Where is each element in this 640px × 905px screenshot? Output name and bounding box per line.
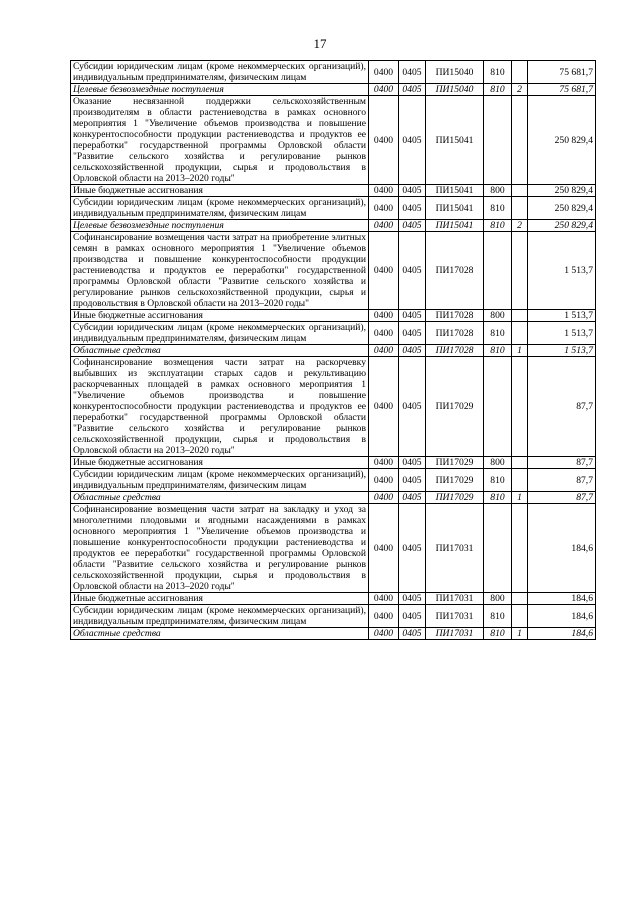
amount-cell: 184,6 <box>528 504 596 593</box>
section-code-cell: 0400 <box>369 185 399 197</box>
amount-cell: 87,7 <box>528 357 596 457</box>
target-article-cell: ПИ17029 <box>426 357 484 457</box>
table-row <box>71 593 596 605</box>
expense-name-cell: Иные бюджетные ассигнования <box>71 457 369 469</box>
subsection-code-cell: 0405 <box>399 504 426 593</box>
target-article-cell: ПИ17029 <box>426 469 484 492</box>
section-code-cell: 0400 <box>369 220 399 232</box>
section-code-cell: 0400 <box>369 457 399 469</box>
table-row <box>71 310 596 322</box>
table-row <box>71 357 596 457</box>
expense-type-cell: 810 <box>484 220 512 232</box>
funding-source-cell <box>512 504 528 593</box>
funding-source-cell <box>512 96 528 185</box>
expense-name-cell: Софинансирование возмещения части затрат на приобретение элитных семян в рамках основного мероприятия 1 "Увеличение объемов производства и повышение конкурентоспособности продукции растениеводства и продуктов ее переработки" государственной программы Орловской области "Развитие сельского хозяйства и регулирование рынков сельскохозяйственной продукции, сырья и продовольствия в Орловской области на 2013–2020 годы" <box>71 232 369 310</box>
expense-type-cell: 800 <box>484 593 512 605</box>
amount-cell: 87,7 <box>528 492 596 504</box>
subsection-code-cell: 0405 <box>399 220 426 232</box>
funding-source-cell <box>512 310 528 322</box>
expense-type-cell: 810 <box>484 322 512 345</box>
expense-type-cell: 810 <box>484 345 512 357</box>
section-code-cell: 0400 <box>369 628 399 640</box>
expense-type-cell <box>484 96 512 185</box>
amount-cell: 1 513,7 <box>528 322 596 345</box>
funding-source-cell: 1 <box>512 345 528 357</box>
expense-type-cell <box>484 504 512 593</box>
expense-type-cell: 810 <box>484 605 512 628</box>
funding-source-cell <box>512 469 528 492</box>
table-row <box>71 220 596 232</box>
target-article-cell: ПИ15040 <box>426 61 484 84</box>
section-code-cell: 0400 <box>369 322 399 345</box>
funding-source-cell <box>512 593 528 605</box>
expense-type-cell: 810 <box>484 197 512 220</box>
subsection-code-cell: 0405 <box>399 185 426 197</box>
target-article-cell: ПИ15040 <box>426 84 484 96</box>
funding-source-cell: 1 <box>512 628 528 640</box>
funding-source-cell <box>512 605 528 628</box>
target-article-cell: ПИ15041 <box>426 197 484 220</box>
target-article-cell: ПИ17029 <box>426 457 484 469</box>
section-code-cell: 0400 <box>369 469 399 492</box>
expense-name-cell: Субсидии юридическим лицам (кроме некоммерческих организаций), индивидуальным предпринимателям, физическим лицам <box>71 197 369 220</box>
target-article-cell: ПИ17031 <box>426 605 484 628</box>
funding-source-cell: 2 <box>512 220 528 232</box>
expense-name-cell: Иные бюджетные ассигнования <box>71 310 369 322</box>
funding-source-cell <box>512 61 528 84</box>
funding-source-cell <box>512 357 528 457</box>
amount-cell: 1 513,7 <box>528 310 596 322</box>
table-row <box>71 84 596 96</box>
expense-name-cell: Иные бюджетные ассигнования <box>71 185 369 197</box>
amount-cell: 250 829,4 <box>528 220 596 232</box>
funding-source-cell <box>512 197 528 220</box>
target-article-cell: ПИ17028 <box>426 322 484 345</box>
funding-source-cell: 2 <box>512 84 528 96</box>
expense-name-cell: Целевые безвозмездные поступления <box>71 220 369 232</box>
table-row <box>71 185 596 197</box>
amount-cell: 184,6 <box>528 593 596 605</box>
expense-name-cell: Оказание несвязанной поддержки сельскохозяйственным производителям в области растениеводства в рамках основного мероприятия 1 "Увеличение объемов производства и повышение конкурентоспособности продукции растениеводства и продуктов ее переработки" государственной программы Орловской области "Развитие сельского хозяйства и регулирование рынков сельскохозяйственной продукции, сырья и продовольствия в Орловской области на 2013–2020 годы" <box>71 96 369 185</box>
subsection-code-cell: 0405 <box>399 593 426 605</box>
subsection-code-cell: 0405 <box>399 84 426 96</box>
section-code-cell: 0400 <box>369 492 399 504</box>
expense-type-cell: 810 <box>484 61 512 84</box>
subsection-code-cell: 0405 <box>399 310 426 322</box>
table-row <box>71 345 596 357</box>
amount-cell: 250 829,4 <box>528 96 596 185</box>
section-code-cell: 0400 <box>369 232 399 310</box>
target-article-cell: ПИ17029 <box>426 492 484 504</box>
subsection-code-cell: 0405 <box>399 628 426 640</box>
expense-name-cell: Иные бюджетные ассигнования <box>71 593 369 605</box>
amount-cell: 1 513,7 <box>528 232 596 310</box>
funding-source-cell <box>512 322 528 345</box>
page-number: 17 <box>313 36 327 51</box>
expense-type-cell: 810 <box>484 492 512 504</box>
table-row <box>71 322 596 345</box>
target-article-cell: ПИ15041 <box>426 185 484 197</box>
target-article-cell: ПИ15041 <box>426 96 484 185</box>
subsection-code-cell: 0405 <box>399 232 426 310</box>
expense-type-cell: 810 <box>484 469 512 492</box>
section-code-cell: 0400 <box>369 61 399 84</box>
subsection-code-cell: 0405 <box>399 197 426 220</box>
expense-name-cell: Областные средства <box>71 628 369 640</box>
expense-type-cell: 810 <box>484 84 512 96</box>
subsection-code-cell: 0405 <box>399 345 426 357</box>
target-article-cell: ПИ17028 <box>426 345 484 357</box>
expense-name-cell: Субсидии юридическим лицам (кроме некоммерческих организаций), индивидуальным предпринимателям, физическим лицам <box>71 322 369 345</box>
subsection-code-cell: 0405 <box>399 457 426 469</box>
expense-name-cell: Целевые безвозмездные поступления <box>71 84 369 96</box>
expense-type-cell <box>484 232 512 310</box>
expense-type-cell: 800 <box>484 457 512 469</box>
table-row <box>71 232 596 310</box>
table-row <box>71 469 596 492</box>
amount-cell: 250 829,4 <box>528 185 596 197</box>
expense-name-cell: Субсидии юридическим лицам (кроме некоммерческих организаций), индивидуальным предпринимателям, физическим лицам <box>71 605 369 628</box>
amount-cell: 87,7 <box>528 457 596 469</box>
subsection-code-cell: 0405 <box>399 322 426 345</box>
table-row <box>71 504 596 593</box>
funding-source-cell <box>512 232 528 310</box>
section-code-cell: 0400 <box>369 197 399 220</box>
section-code-cell: 0400 <box>369 84 399 96</box>
section-code-cell: 0400 <box>369 504 399 593</box>
subsection-code-cell: 0405 <box>399 357 426 457</box>
expense-type-cell: 800 <box>484 185 512 197</box>
expense-type-cell <box>484 357 512 457</box>
expense-name-cell: Субсидии юридическим лицам (кроме некоммерческих организаций), индивидуальным предпринимателям, физическим лицам <box>71 469 369 492</box>
subsection-code-cell: 0405 <box>399 605 426 628</box>
expense-name-cell: Субсидии юридическим лицам (кроме некоммерческих организаций), индивидуальным предпринимателям, физическим лицам <box>71 61 369 84</box>
amount-cell: 75 681,7 <box>528 61 596 84</box>
amount-cell: 184,6 <box>528 628 596 640</box>
target-article-cell: ПИ15041 <box>426 220 484 232</box>
table-row <box>71 605 596 628</box>
amount-cell: 75 681,7 <box>528 84 596 96</box>
subsection-code-cell: 0405 <box>399 96 426 185</box>
target-article-cell: ПИ17028 <box>426 310 484 322</box>
table-row <box>71 96 596 185</box>
amount-cell: 1 513,7 <box>528 345 596 357</box>
subsection-code-cell: 0405 <box>399 61 426 84</box>
table-row <box>71 61 596 84</box>
table-body <box>71 61 596 640</box>
section-code-cell: 0400 <box>369 605 399 628</box>
section-code-cell: 0400 <box>369 593 399 605</box>
target-article-cell: ПИ17031 <box>426 593 484 605</box>
table-row <box>71 492 596 504</box>
expense-type-cell: 800 <box>484 310 512 322</box>
amount-cell: 250 829,4 <box>528 197 596 220</box>
section-code-cell: 0400 <box>369 96 399 185</box>
expense-name-cell: Софинансирование возмещения части затрат на раскорчевку выбывших из эксплуатации старых садов и рекультивацию раскорчеванных площадей в рамках основного мероприятия 1 "Увеличение объемов производства и повышение конкурентоспособности продукции растениеводства и продуктов ее переработки" государственной программы Орловской области "Развитие сельского хозяйства и регулирование рынков сельскохозяйственной продукции, сырья и продовольствия в Орловской области на 2013–2020 годы" <box>71 357 369 457</box>
funding-source-cell <box>512 185 528 197</box>
amount-cell: 87,7 <box>528 469 596 492</box>
table-row <box>71 628 596 640</box>
table-row <box>71 457 596 469</box>
target-article-cell: ПИ17031 <box>426 504 484 593</box>
target-article-cell: ПИ17031 <box>426 628 484 640</box>
budget-table <box>70 60 596 640</box>
expense-name-cell: Областные средства <box>71 492 369 504</box>
funding-source-cell <box>512 457 528 469</box>
expense-name-cell: Областные средства <box>71 345 369 357</box>
expense-type-cell: 810 <box>484 628 512 640</box>
section-code-cell: 0400 <box>369 310 399 322</box>
table-row <box>71 197 596 220</box>
expense-name-cell: Софинансирование возмещения части затрат на закладку и уход за многолетними плодовыми и ягодными насаждениями в рамках основного мероприятия 1 "Увеличение объемов производства и повышение конкурентоспособности продукции растениеводства и продуктов ее переработки" государственной программы Орловской области "Развитие сельского хозяйства и регулирование рынков сельскохозяйственной продукции, сырья и продовольствия в Орловской области на 2013–2020 годы" <box>71 504 369 593</box>
target-article-cell: ПИ17028 <box>426 232 484 310</box>
subsection-code-cell: 0405 <box>399 492 426 504</box>
section-code-cell: 0400 <box>369 345 399 357</box>
subsection-code-cell: 0405 <box>399 469 426 492</box>
amount-cell: 184,6 <box>528 605 596 628</box>
section-code-cell: 0400 <box>369 357 399 457</box>
funding-source-cell: 1 <box>512 492 528 504</box>
